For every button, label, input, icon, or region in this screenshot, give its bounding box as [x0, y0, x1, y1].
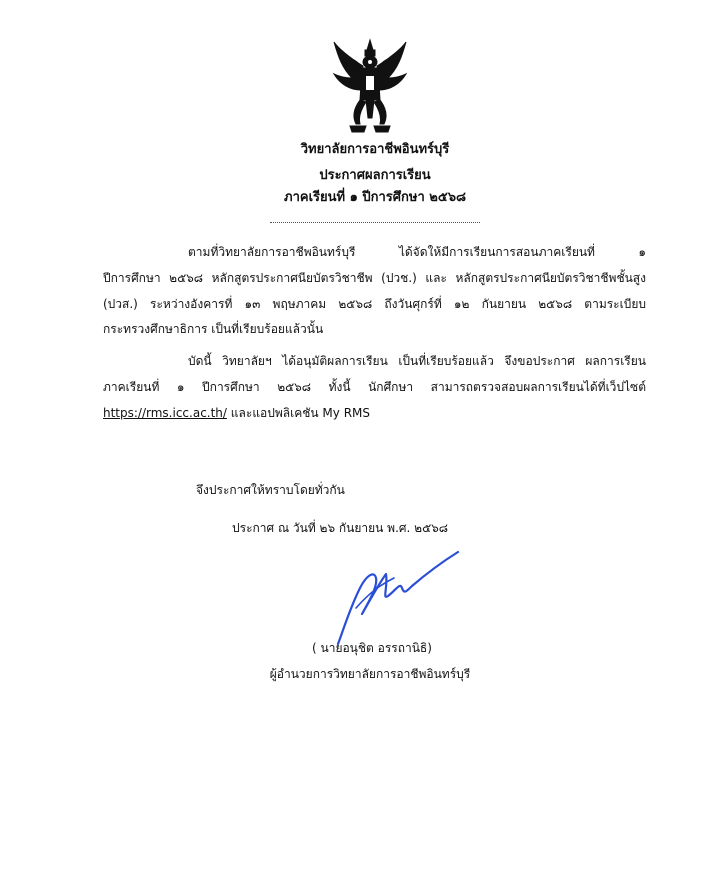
- signer-position: ผู้อำนวยการวิทยาลัยการอาชีพอินทร์บุรี: [269, 667, 471, 681]
- semester-line: ภาคเรียนที่ ๑ ปีการศึกษา ๒๕๖๘: [284, 190, 466, 205]
- college-name: วิทยาลัยการอาชีพอินทร์บุรี: [300, 142, 450, 157]
- announcement-date: ประกาศ ณ วันที่ ๒๖ กันยายน พ.ศ. ๒๕๖๘: [232, 521, 449, 535]
- url-suffix: และแอปพลิเคชัน My RMS: [226, 406, 371, 420]
- garuda-emblem: [330, 38, 410, 134]
- paragraph1-line: กระทรวงศึกษาธิการ เป็นที่เรียบร้อยแล้วนั้น: [103, 322, 324, 336]
- closing-notice: จึงประกาศให้ทราบโดยทั่วกัน: [196, 483, 345, 497]
- paragraph1-line: ตามที่วิทยาลัยการอาชีพอินทร์บุรี ได้จัดให้มีการเรียนการสอนภาคเรียนที่ ๑: [188, 245, 646, 259]
- paragraph1-line: ปีการศึกษา ๒๕๖๘ หลักสูตรประกาศนียบัตรวิชาชีพ (ปวช.) และ หลักสูตรประกาศนียบัตรวิชาชีพชั้นสูง: [103, 271, 646, 285]
- dotted-divider: [270, 222, 480, 223]
- signer-name: ( นายอนุชิต อรรถานิธิ): [312, 641, 432, 655]
- url-line: [103, 405, 646, 421]
- paragraph2-line: บัดนี้ วิทยาลัยฯ ได้อนุมัติผลการเรียน เป็นที่เรียบร้อยแล้ว จึงขอประกาศ ผลการเรียน: [188, 354, 646, 368]
- paragraph1-line: (ปวส.) ระหว่างอังคารที่ ๑๓ พฤษภาคม ๒๕๖๘ ถึงวันศุกร์ที่ ๑๒ กันยายน ๒๕๖๘ ตามระเบียบ: [103, 297, 646, 311]
- announcement-title: ประกาศผลการเรียน: [319, 168, 431, 183]
- rms-website-link[interactable]: https://rms.icc.ac.th/: [103, 406, 227, 420]
- paragraph2-line: ภาคเรียนที่ ๑ ปีการศึกษา ๒๕๖๘ ทั้งนี้ นักศึกษา สามารถตรวจสอบผลการเรียนได้ที่เว็ปไซต์: [103, 380, 646, 394]
- handwritten-signature: [330, 548, 470, 648]
